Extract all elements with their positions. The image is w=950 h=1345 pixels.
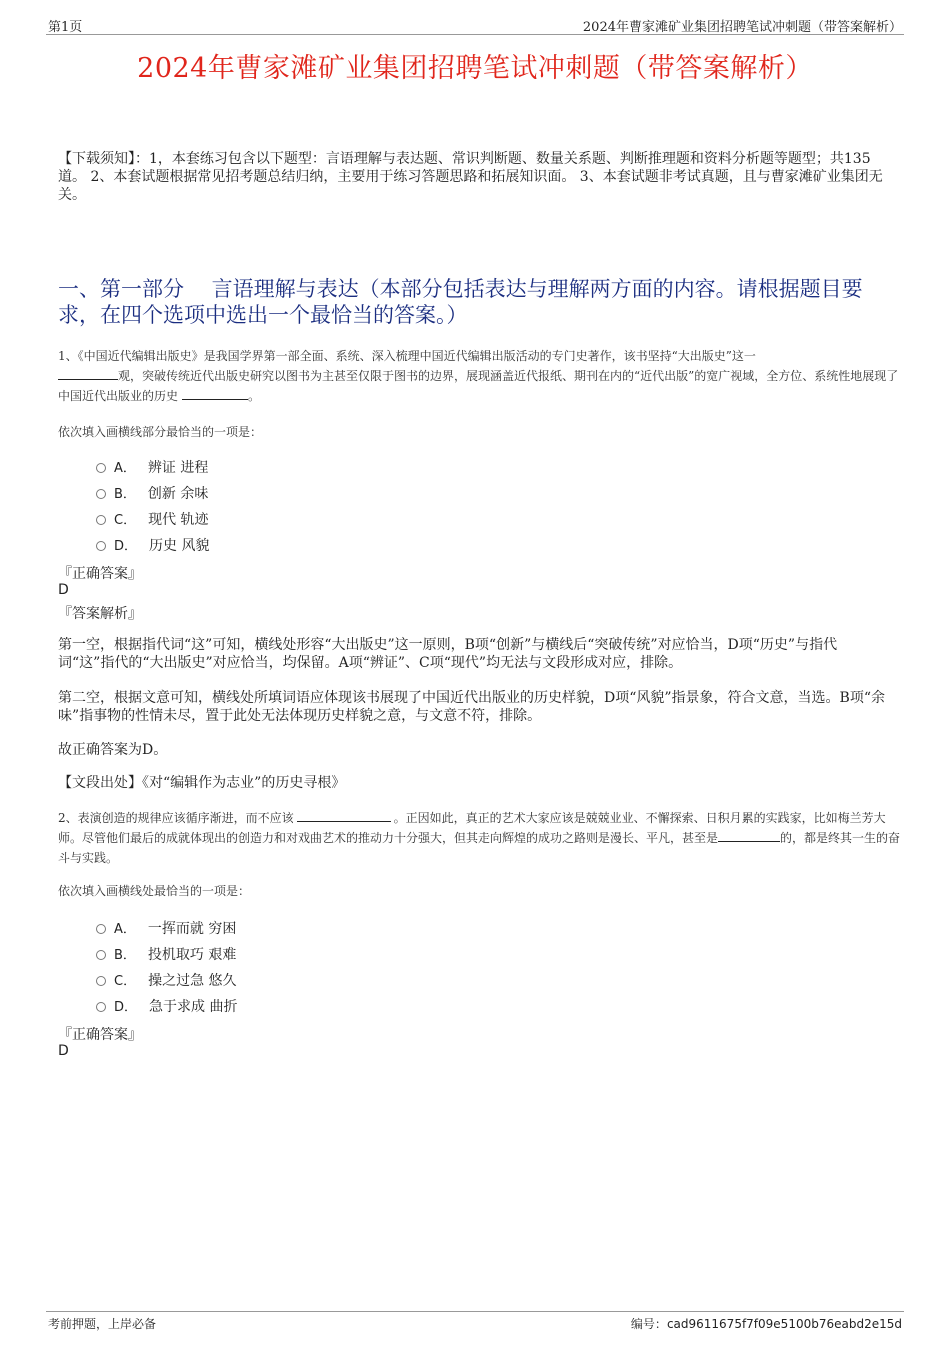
radio-icon[interactable] <box>96 1002 106 1012</box>
page-header <box>46 14 904 35</box>
question-1-source: 【文段出处】《对“编辑作为志业”的历史寻根》 <box>58 775 346 791</box>
radio-icon[interactable] <box>96 950 106 960</box>
question-2-prompt: 依次填入画横线处最恰当的一项是： <box>58 884 251 898</box>
header-doc-title: 2024年曹家滩矿业集团招聘笔试冲刺题（带答案解析） <box>582 20 902 35</box>
document-title: 2024年曹家滩矿业集团招聘笔试冲刺题（带答案解析） <box>137 53 813 84</box>
question-1-option-a[interactable]: A． 辨证 进程 <box>96 457 208 475</box>
question-2-option-b[interactable]: B． 投机取巧 艰难 <box>96 944 236 962</box>
question-1-option-d[interactable]: D． 历史 风貌 <box>96 535 209 553</box>
question-1-analysis-label: 『答案解析』 <box>58 606 142 622</box>
radio-icon[interactable] <box>96 541 106 551</box>
footer-slogan: 考前押题，上岸必备 <box>48 1317 157 1331</box>
question-1-prompt: 依次填入画横线部分最恰当的一项是： <box>58 425 263 439</box>
question-1-stem: 1、《中国近代编辑出版史》是我国学界第一部全面、系统、深入梳理中国近代编辑出版活动的专门史著作，该书坚持“大出版史”这一 观，突破传统近代出版史研究以图书为主甚至仅限于图书的边界，展现涵盖近代报纸、期刊在内的“近代出版”的宽广视域，全方位、系统性地展现了中国近代出版业的历史 。 <box>58 349 899 403</box>
radio-icon[interactable] <box>96 976 106 986</box>
question-2-answer-label: 『正确答案』 <box>58 1027 142 1043</box>
question-1-option-b[interactable]: B． 创新 余味 <box>96 483 208 501</box>
question-1-analysis-2: 第二空，根据文意可知，横线处所填词语应体现该书展现了中国近代出版业的历史样貌，D项“风貌”指景象，符合文意，当选。B项“余味”指事物的性情未尽，置于此处无法体现历史样貌之意，与文意不符，排除。 <box>58 690 885 724</box>
fill-blank <box>297 809 391 822</box>
question-1-conclusion: 故正确答案为D。 <box>58 742 168 758</box>
radio-icon[interactable] <box>96 463 106 473</box>
fill-blank <box>718 829 780 842</box>
footer-code: 编号：cad9611675f7f09e5100b76eabd2e15d <box>630 1317 902 1331</box>
question-2-option-d[interactable]: D． 急于求成 曲折 <box>96 996 237 1014</box>
question-2-option-a[interactable]: A． 一挥而就 穷困 <box>96 918 236 936</box>
radio-icon[interactable] <box>96 489 106 499</box>
download-notice: 【下载须知】：1，本套练习包含以下题型：言语理解与表达题、常识判断题、数量关系题、判断推理题和资料分析题等题型；共135道。 2、本套试题根据常见招考题总结归纳，主要用于练习答题思路和拓展知识面。 3、本套试题非考试真题，且与曹家滩矿业集团无关。 <box>58 151 883 203</box>
question-1-answer: D <box>58 582 69 598</box>
question-2-stem: 2、表演创造的规律应该循序渐进，而不应该 。正因如此，真正的艺术大家应该是兢兢业业、不懈探索、日积月累的实践家，比如梅兰芳大师。尽管他们最后的成就体现出的创造力和对戏曲艺术的推动力十分强大，但其走向辉煌的成功之路则是漫长、平凡，甚至是 的，都是终其一生的奋斗与实践。 <box>58 811 901 865</box>
question-1-answer-label: 『正确答案』 <box>58 566 142 582</box>
question-2-option-c[interactable]: C． 操之过急 悠久 <box>96 970 237 988</box>
radio-icon[interactable] <box>96 924 106 934</box>
question-1-option-c[interactable]: C． 现代 轨迹 <box>96 509 209 527</box>
radio-icon[interactable] <box>96 515 106 525</box>
fill-blank <box>58 367 118 380</box>
page-number: 第1页 <box>48 20 83 35</box>
question-2-answer: D <box>58 1043 69 1059</box>
section-heading: 一、第一部分 言语理解与表达（本部分包括表达与理解两方面的内容。请根据题目要求，在四个选项中选出一个最恰当的答案。） <box>58 277 863 327</box>
page-footer <box>46 1311 904 1332</box>
fill-blank <box>182 387 248 400</box>
question-1-analysis-1: 第一空，根据指代词“这”可知，横线处形容“大出版史”这一原则，B项“创新”与横线后“突破传统”对应恰当，D项“历史”与指代词“这”指代的“大出版史”对应恰当，均保留。A项“辨证”、C项“现代”均无法与文段形成对应，排除。 <box>58 637 838 671</box>
